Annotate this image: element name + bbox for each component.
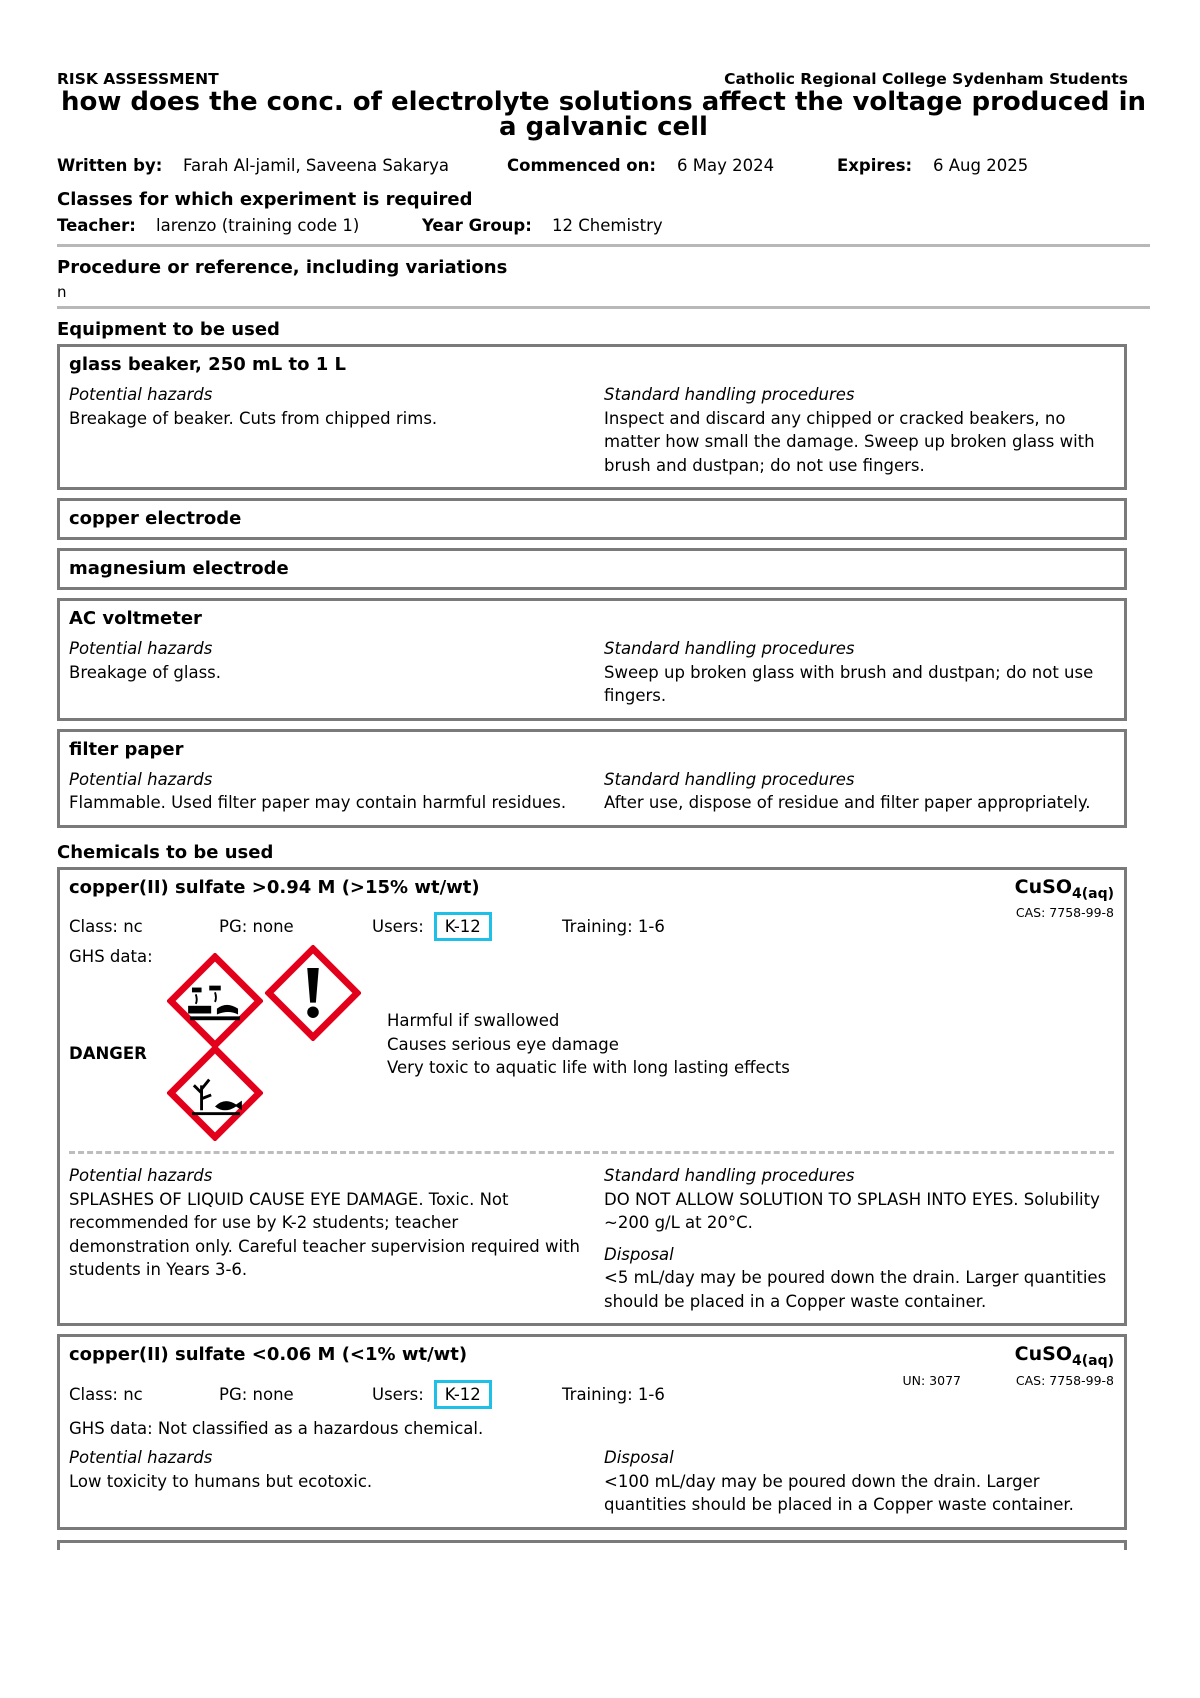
chemical-info-row bbox=[69, 1373, 1114, 1411]
dashed-divider bbox=[69, 1151, 1114, 1154]
class-value: Class: nc bbox=[69, 1384, 143, 1404]
expires-value: 6 Aug 2025 bbox=[933, 156, 1029, 175]
doc-type-label: RISK ASSESSMENT bbox=[57, 70, 219, 88]
school-name: Catholic Regional College Sydenham Students bbox=[724, 70, 1128, 88]
pg-value: PG: none bbox=[219, 916, 294, 936]
handling-text: After use, dispose of residue and filter paper appropriately. bbox=[604, 793, 1091, 812]
meta-row bbox=[57, 154, 1150, 177]
equipment-card-filter-paper bbox=[57, 729, 1127, 828]
hazards-text: SPLASHES OF LIQUID CAUSE EYE DAMAGE. Toxic. Not recommended for use by K-2 students; teacher demonstration only. Careful teacher supervision required with students in Years 3-6. bbox=[69, 1189, 581, 1280]
disposal-text: <100 mL/day may be poured down the drain. Larger quantities should be placed in a Copper waste container. bbox=[604, 1471, 1074, 1515]
equipment-card-copper-electrode bbox=[57, 498, 1127, 540]
equipment-heading: Equipment to be used bbox=[57, 319, 280, 340]
disposal-label: Disposal bbox=[604, 1244, 674, 1264]
signal-word: DANGER bbox=[69, 1044, 147, 1064]
equipment-name: magnesium electrode bbox=[69, 558, 289, 579]
cas-number: CAS: 7758-99-8 bbox=[1015, 1373, 1114, 1389]
chemical-card bbox=[57, 867, 1127, 1327]
users-label: Users: bbox=[372, 1384, 424, 1404]
handling-label: Standard handling procedures bbox=[604, 769, 855, 789]
ghs-section bbox=[69, 947, 1114, 1147]
users-field bbox=[372, 1380, 562, 1409]
chemical-formula: CuSO$_{4(aq)}$ bbox=[1014, 875, 1114, 902]
hazards-label: Potential hazards bbox=[69, 1166, 213, 1186]
hazard-statement: Very toxic to aquatic life with long lasting effects bbox=[387, 1058, 790, 1078]
pg-value: PG: none bbox=[219, 1384, 294, 1404]
expires-label: Expires: bbox=[837, 156, 913, 175]
users-badge: K-12 bbox=[434, 912, 492, 941]
equipment-name: copper electrode bbox=[69, 508, 242, 529]
handling-text: DO NOT ALLOW SOLUTION TO SPLASH INTO EYES. Solubility ~200 g/L at 20°C. bbox=[604, 1189, 1100, 1233]
cas-number: CAS: 7758-99-8 bbox=[1015, 905, 1114, 921]
procedure-heading: Procedure or reference, including variations bbox=[57, 257, 508, 278]
ghs-label: GHS data: bbox=[69, 947, 153, 967]
hazard-statement: Harmful if swallowed bbox=[387, 1011, 560, 1031]
hazards-text: Breakage of beaker. Cuts from chipped rims. bbox=[69, 408, 438, 428]
handling-label: Standard handling procedures bbox=[604, 639, 855, 658]
chemical-info-row bbox=[69, 905, 1114, 943]
divider bbox=[57, 306, 1150, 309]
hazards-label: Potential hazards bbox=[69, 769, 213, 789]
handling-label: Standard handling procedures bbox=[604, 385, 855, 404]
disposal-text: <5 mL/day may be poured down the drain. Larger quantities should be placed in a Copper waste container. bbox=[604, 1268, 1107, 1311]
equipment-card-magnesium-electrode bbox=[57, 548, 1127, 590]
chemical-name: copper(II) sulfate <0.06 M (<1% wt/wt) bbox=[69, 1344, 468, 1366]
hazards-label: Potential hazards bbox=[69, 639, 213, 658]
hazards-label: Potential hazards bbox=[69, 1448, 213, 1468]
training-value: Training: 1-6 bbox=[562, 916, 665, 936]
environment-icon bbox=[167, 1045, 263, 1141]
handling-label: Standard handling procedures bbox=[604, 1166, 855, 1186]
chemical-card bbox=[57, 1334, 1127, 1529]
hazards-text: Flammable. Used filter paper may contain harmful residues. bbox=[69, 793, 567, 812]
written-by-label: Written by: bbox=[57, 156, 163, 175]
commenced-value: 6 May 2024 bbox=[677, 156, 775, 175]
users-badge: K-12 bbox=[434, 1380, 492, 1409]
equipment-card-glass-beaker bbox=[57, 344, 1127, 490]
equipment-name: filter paper bbox=[69, 738, 184, 760]
un-number: UN: 3077 bbox=[902, 1373, 961, 1389]
next-card-top bbox=[57, 1540, 1127, 1550]
users-field bbox=[372, 912, 562, 941]
commenced-label: Commenced on: bbox=[507, 156, 656, 175]
hazards-text: Low toxicity to humans but ecotoxic. bbox=[69, 1471, 373, 1491]
equipment-card-ac-voltmeter bbox=[57, 598, 1127, 721]
chemical-name: copper(II) sulfate >0.94 M (>15% wt/wt) bbox=[69, 876, 480, 898]
divider bbox=[57, 244, 1150, 247]
chemical-formula: CuSO$_{4(aq)}$ bbox=[1014, 1343, 1114, 1370]
disposal-label: Disposal bbox=[604, 1448, 674, 1468]
hazards-label: Potential hazards bbox=[69, 385, 213, 404]
users-label: Users: bbox=[372, 916, 424, 936]
handling-text: Sweep up broken glass with brush and dustpan; do not use fingers. bbox=[604, 662, 1094, 705]
hazard-statement: Causes serious eye damage bbox=[387, 1034, 619, 1054]
classes-heading: Classes for which experiment is required bbox=[57, 189, 473, 210]
year-group-value: 12 Chemistry bbox=[552, 216, 663, 235]
risk-assessment-page bbox=[57, 70, 1150, 1550]
teacher-label: Teacher: bbox=[57, 216, 136, 235]
training-value: Training: 1-6 bbox=[562, 1384, 665, 1404]
hazards-text: Breakage of glass. bbox=[69, 662, 222, 682]
procedure-value: n bbox=[57, 283, 67, 301]
header-row bbox=[57, 70, 1150, 88]
equipment-name: glass beaker, 250 mL to 1 L bbox=[69, 354, 346, 375]
handling-text: Inspect and discard any chipped or cracked beakers, no matter how small the damage. Sweep up broken glass with brush and dustpan; do not use fingers. bbox=[604, 408, 1095, 475]
chemicals-heading: Chemicals to be used bbox=[57, 841, 274, 863]
equipment-name: AC voltmeter bbox=[69, 608, 202, 629]
hazard-statements bbox=[387, 1009, 790, 1080]
corrosion-icon bbox=[167, 953, 263, 1049]
teacher-value: larenzo (training code 1) bbox=[156, 216, 360, 235]
ghs-text: GHS data: Not classified as a hazardous chemical. bbox=[69, 1419, 484, 1439]
page-title: how does the conc. of electrolyte solutions affect the voltage produced in a galvanic cell bbox=[60, 87, 1147, 142]
year-group-label: Year Group: bbox=[422, 216, 532, 235]
class-value: Class: nc bbox=[69, 916, 143, 936]
teacher-row bbox=[57, 215, 1150, 237]
written-by-value: Farah Al-jamil, Saveena Sakarya bbox=[183, 156, 450, 175]
exclamation-icon bbox=[265, 945, 361, 1041]
